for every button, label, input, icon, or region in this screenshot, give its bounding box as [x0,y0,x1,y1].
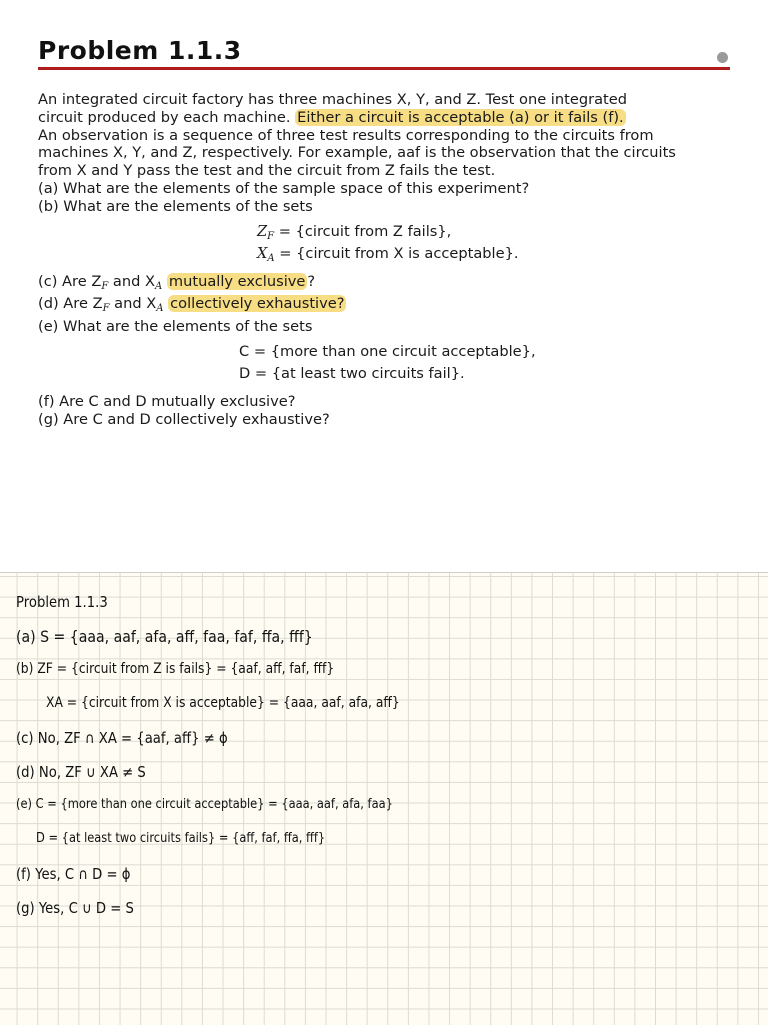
equation-block-1 [38,223,733,269]
intro-line-2: circuit produced by each machine. [38,108,291,126]
highlight-acceptable-fails: Either a circuit is acceptable (a) or it fails (f). [297,108,624,126]
question-g: (g) Are C and D collectively exhaustive? [38,410,330,428]
answer-g: (g) Yes, C ∪ D = S [16,899,134,917]
equation-d: D = {at least two circuits fail}. [239,364,465,382]
answer-f: (f) Yes, C ∩ D = ϕ [16,865,131,883]
question-e: (e) What are the elements of the sets [38,318,313,336]
answer-a: (a) S = {aaa, aaf, afa, aff, faa, faf, ffa, fff} [16,627,313,646]
question-d: (d) Are $Z_F$ and $X_A$ collectively exhaustive? [38,295,345,315]
handwritten-notes-grid [0,572,768,1025]
equation-block-2 [38,343,733,389]
question-c: (c) Are $Z_F$ and $X_A$ mutually exclusive ? [38,272,316,292]
answer-b-xa: XA = {circuit from X is acceptable} = {aaa, aaf, afa, aff} [46,695,400,711]
question-b: (b) What are the elements of the sets [38,197,313,215]
notes-title: Problem 1.1.3 [16,593,108,611]
answer-c: (c) No, ZF ∩ XA = {aaf, aff} ≠ ϕ [16,729,228,747]
equation-c: C = {more than one circuit acceptable}, [239,342,536,360]
question-f: (f) Are C and D mutually exclusive? [38,392,296,410]
slide-indicator-dot [717,52,728,63]
answer-d: (d) No, ZF ∪ XA ≠ S [16,763,146,781]
highlight-mutually-exclusive: mutually exclusive [168,272,306,290]
intro-line-4: machines X, Y, and Z, respectively. For example, aaf is the observation that the circuits [38,144,676,162]
highlight-collectively-exhaustive: collectively exhaustive? [170,295,345,313]
intro-line-5: from X and Y pass the test and the circuit from Z fails the test. [38,162,496,180]
intro-line-3: An observation is a sequence of three test results corresponding to the circuits from [38,126,654,144]
answer-e-d: D = {at least two circuits fails} = {aff, faf, ffa, fff} [36,831,326,846]
intro-line-1: An integrated circuit factory has three machines X, Y, and Z. Test one integrated [38,91,627,108]
equation-zf: $Z_F$ = {circuit from Z fails}, [257,222,452,242]
title-underline [38,67,730,70]
answer-e-c: (e) C = {more than one circuit acceptable} = {aaa, aaf, afa, faa} [16,797,393,812]
question-a: (a) What are the elements of the sample space of this experiment? [38,179,530,197]
problem-text [38,91,733,429]
equation-xa: $X_A$ = {circuit from X is acceptable}. [257,244,519,264]
answer-b-zf: (b) ZF = {circuit from Z is fails} = {aaf, aff, faf, fff} [16,661,335,677]
problem-intro [38,91,733,180]
page-title: Problem 1.1.3 [38,36,242,65]
